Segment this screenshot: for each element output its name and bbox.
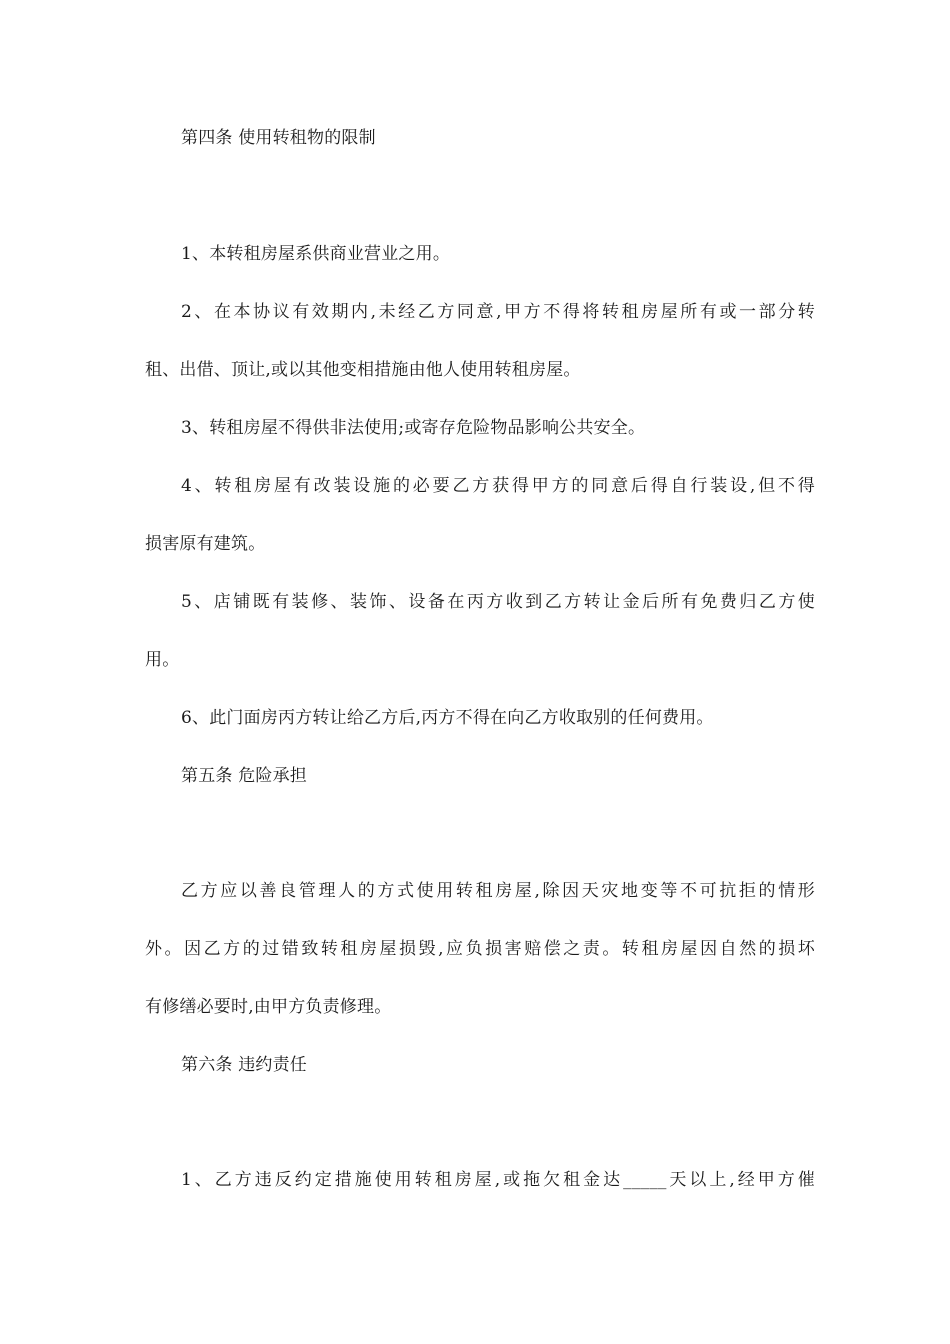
clause-4-4-line-2: 损害原有建筑。 — [145, 534, 266, 554]
section-heading-article-6: 第六条 违约责任 — [181, 1055, 308, 1075]
clause-4-3: 3、转租房屋不得供非法使用;或寄存危险物品影响公共安全。 — [181, 418, 646, 438]
clause-6-1-line-1: 1、乙方违反约定措施使用转租房屋,或拖欠租金达_____天以上,经甲方催 — [181, 1170, 815, 1190]
clause-4-1: 1、本转租房屋系供商业营业之用。 — [181, 244, 451, 264]
article-5-paragraph-line-1: 乙方应以善良管理人的方式使用转租房屋,除因天灾地变等不可抗拒的情形 — [181, 881, 815, 901]
clause-4-4-line-1: 4、转租房屋有改装设施的必要乙方获得甲方的同意后得自行装设,但不得 — [181, 476, 815, 496]
clause-4-2-line-2: 租、出借、顶让,或以其他变相措施由他人使用转租房屋。 — [145, 360, 581, 380]
clause-4-5-line-1: 5、店铺既有装修、装饰、设备在丙方收到乙方转让金后所有免费归乙方使 — [181, 592, 815, 612]
article-5-paragraph-line-3: 有修缮必要时,由甲方负责修理。 — [145, 997, 392, 1017]
section-heading-article-5: 第五条 危险承担 — [181, 766, 308, 786]
clause-4-2-line-1: 2、在本协议有效期内,未经乙方同意,甲方不得将转租房屋所有或一部分转 — [181, 302, 815, 322]
clause-4-6: 6、此门面房丙方转让给乙方后,丙方不得在向乙方收取别的任何费用。 — [181, 708, 714, 728]
section-heading-article-4: 第四条 使用转租物的限制 — [181, 128, 376, 148]
clause-4-5-line-2: 用。 — [145, 650, 180, 670]
article-5-paragraph-line-2: 外。因乙方的过错致转租房屋损毁,应负损害赔偿之责。转租房屋因自然的损坏 — [145, 939, 815, 959]
